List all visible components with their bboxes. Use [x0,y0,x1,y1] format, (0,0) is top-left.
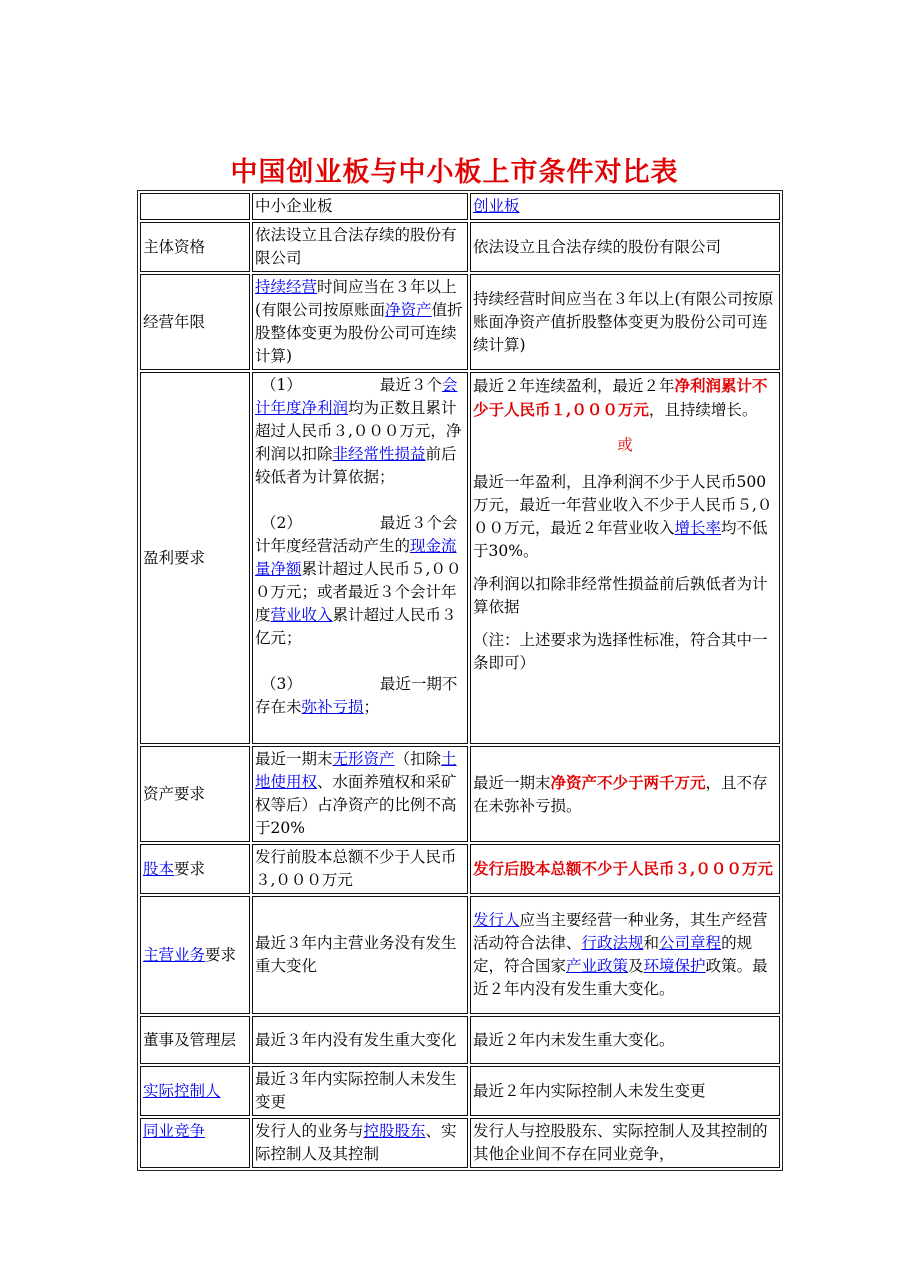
table-header-row [140,193,780,220]
text: 和 [643,934,660,952]
sustained-operation-link[interactable]: 持续经营 [255,278,318,296]
sme-profit-option-1 [255,374,465,489]
table-row [140,844,780,894]
gem-profit-standard-1 [473,374,777,422]
option-number: （1） [261,376,302,394]
environmental-protection-link[interactable]: 环境保护 [643,957,706,975]
text: 最近３个 [379,376,442,394]
controlling-shareholder-link[interactable]: 控股股东 [363,1122,426,1140]
row-label-assets: 资产要求 [140,746,250,842]
row-label-management: 董事及管理层 [140,1016,250,1064]
growth-rate-link[interactable]: 增长率 [674,519,722,537]
text: ，且不存在未弥补亏损。 [473,773,768,815]
gem-board-link[interactable]: 创业板 [473,197,520,215]
header-sme-board: 中小企业板 [252,193,468,220]
table-row [140,372,780,744]
header-gem-board [470,193,780,220]
fiscal-net-profit-link[interactable]: 会计年度净利润 [255,376,458,417]
sme-competition [252,1118,468,1168]
row-label-controller [140,1066,250,1116]
administrative-regulations-link[interactable]: 行政法规 [581,934,644,952]
share-capital-link[interactable]: 股本 [143,859,175,878]
sme-assets [252,746,468,842]
row-label-subject: 主体资格 [140,222,250,272]
text: 最近一期末 [255,750,333,768]
text: 的规定，符合国家 [473,934,753,975]
text: 时间应当在３年以上(有限公司按原账面 [255,278,457,319]
net-assets-link[interactable]: 净资产 [385,301,432,319]
gem-subject: 依法设立且合法存续的股份有限公司 [470,222,780,272]
sme-management: 最近３年内没有发生重大变化 [252,1016,468,1064]
non-recurring-gains-link[interactable]: 非经常性损益 [332,445,426,463]
text: ，且持续增长。 [648,401,758,419]
row-label-equity [140,844,250,894]
table-row [140,1118,780,1168]
text: 最近３个会计年度经营活动产生的 [255,514,458,555]
text: 值折股整体变更为股份公司可连续计算) [255,301,463,365]
text: 最近一年盈利，且净利润不少于人民币500万元，最近一年营业收入不少于人民币５,０００万元，最近２年营业收入 [473,473,773,537]
land-use-right-link[interactable]: 土地使用权 [255,750,457,791]
text: 、水面养殖权和采矿权等后）占净资产的比例不高于20% [255,773,457,837]
comparison-table [137,190,783,1171]
gem-equity [470,844,780,894]
table-row [140,896,780,1014]
sme-profit-option-2 [255,512,465,650]
sme-business: 最近３年内主营业务没有发生重大变化 [252,896,468,1014]
horizontal-competition-link[interactable]: 同业竞争 [143,1122,206,1140]
gem-profit-note: （注：上述要求为选择性标准，符合其中一条即可） [473,631,768,672]
text: 最近一期末 [473,773,551,792]
gem-profit-standard-2 [473,471,777,563]
row-label-competition [140,1118,250,1168]
text: 及 [628,957,644,975]
row-label-business [140,896,250,1014]
text: 前后较低者为计算依据； [255,445,457,486]
gem-operation: 持续经营时间应当在３年以上(有限公司按原账面净资产值折股整体变更为股份公司可连续计算) [470,274,780,370]
text: 要求 [174,859,206,878]
intangible-assets-link[interactable]: 无形资产 [332,750,395,768]
sme-profit-option-3 [255,673,465,719]
issuer-link[interactable]: 发行人 [473,911,520,929]
sme-profit [252,372,468,744]
text: 均为正数且累计超过人民币３,０００万元，净利润以扣除 [255,399,462,463]
header-empty-cell [140,193,250,220]
table-row [140,1016,780,1064]
table-row [140,1066,780,1116]
highlight-text: 净资产不少于两千万元 [550,772,706,792]
text: ； [363,698,380,716]
gem-competition: 发行人与控股股东、实际控制人及其控制的其他企业间不存在同业竞争， [470,1118,780,1168]
highlight-text: 发行后股本总额不少于人民币３,０００万元 [473,859,773,878]
row-label-operation: 经营年限 [140,274,250,370]
net-cash-flow-link[interactable]: 现金流量净额 [255,537,457,578]
gem-business [470,896,780,1014]
highlight-text: 净利润累计不少于人民币１,０００万元 [473,376,768,419]
text: （扣除 [394,750,442,768]
table-row [140,746,780,842]
text: 发行人的业务与 [255,1122,364,1140]
gem-assets [470,746,780,842]
text: 、实际控制人及其控制 [255,1122,457,1163]
gem-profit [470,372,780,744]
text: 政策。最近２年内没有发生重大变化。 [473,957,768,998]
text: 最近一期不存在未 [255,675,458,716]
gem-controller: 最近２年内实际控制人未发生变更 [470,1066,780,1116]
page-title: 中国创业板与中小板上市条件对比表 [230,157,679,188]
or-separator: 或 [617,436,633,454]
text: 应当主要经营一种业务，其生产经营活动符合法律、 [473,911,768,952]
table-row [140,274,780,370]
text: 最近２年连续盈利，最近２年 [473,377,675,395]
text: 要求 [205,945,237,964]
industrial-policy-link[interactable]: 产业政策 [566,957,629,975]
gem-management: 最近２年内未发生重大变化。 [470,1016,780,1064]
sme-equity: 发行前股本总额不少于人民币３,０００万元 [252,844,468,894]
option-number: （3） [261,675,302,693]
row-label-profit: 盈利要求 [140,372,250,744]
uncovered-loss-link[interactable]: 弥补亏损 [301,698,364,716]
table-row [140,222,780,272]
gem-profit-basis: 净利润以扣除非经常性损益前后孰低者为计算依据 [473,575,768,616]
option-number: （2） [261,514,302,532]
articles-of-association-link[interactable]: 公司章程 [659,934,722,952]
text: 累计超过人民币５,０００万元；或者最近３个会计年度 [255,560,462,624]
main-business-link[interactable]: 主营业务 [143,945,206,964]
operating-revenue-link[interactable]: 营业收入 [270,606,333,624]
sme-operation [252,274,468,370]
text: 均不低于30%。 [473,519,768,560]
text: 累计超过人民币３亿元； [255,606,457,647]
actual-controller-link[interactable]: 实际控制人 [143,1081,221,1100]
sme-controller: 最近３年内实际控制人未发生变更 [252,1066,468,1116]
sme-subject: 依法设立且合法存续的股份有限公司 [252,222,468,272]
